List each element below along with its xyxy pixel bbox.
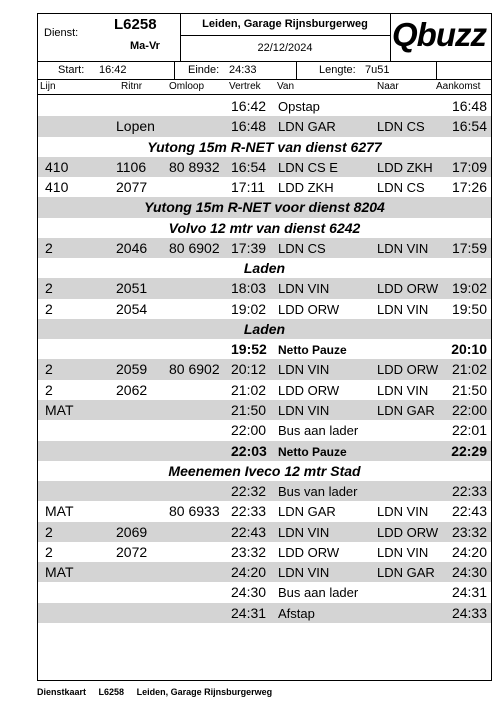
cell-omloop: 80 6933 [169, 503, 220, 520]
cell-vertrek: 18:03 [231, 280, 267, 297]
logo-cell [390, 14, 491, 61]
cell-vertrek: 22:43 [231, 523, 267, 540]
cell-omloop: 80 8932 [169, 158, 220, 175]
cell-ritnr: 2059 [116, 361, 148, 378]
cell-van: LDN VIN [278, 524, 330, 540]
duty-card [37, 13, 492, 681]
section-title-row [38, 258, 491, 278]
cell-van: LDN VIN [278, 281, 330, 297]
start-label: Start: [58, 64, 85, 76]
cell-aankomst: 21:50 [451, 381, 487, 398]
dienst-number: L6258 [114, 16, 157, 33]
trip-row [38, 157, 491, 177]
pause-row [38, 339, 491, 359]
cell-van: LDN VIN [278, 565, 330, 581]
section-title: Laden [243, 320, 286, 337]
cell-vertrek: 17:39 [231, 239, 267, 256]
section-title: Yutong 15m R-NET van dienst 6277 [147, 138, 382, 155]
cell-vertrek: 19:02 [231, 300, 267, 317]
cell-ritnr: 1106 [116, 158, 147, 175]
trip-row [38, 400, 491, 420]
cell-van: LDN CS E [278, 159, 338, 175]
cell-aankomst: 20:10 [451, 341, 487, 358]
trip-row [38, 299, 491, 319]
col-van: Van [277, 81, 295, 92]
start-time: 16:42 [99, 64, 127, 76]
cell-lijn: 2 [45, 381, 53, 398]
cell-naar: LDD ORW [377, 281, 439, 297]
cell-aankomst: 24:31 [451, 584, 487, 601]
col-lijn: Lijn [40, 81, 56, 92]
cell-vertrek: 22:32 [231, 483, 267, 500]
cell-van: LDN VIN [278, 402, 330, 418]
cell-vertrek: 16:54 [231, 158, 267, 175]
dienst-days: Ma-Vr [130, 40, 160, 52]
cell-lijn: 2 [45, 361, 53, 378]
cell-naar: LDN CS [377, 180, 425, 196]
cell-lijn: MAT [45, 401, 74, 418]
cell-lijn: 2 [45, 523, 53, 540]
cell-vertrek: 22:33 [231, 503, 267, 520]
cell-aankomst: 24:33 [451, 604, 487, 621]
cell-van: LDN CS [278, 240, 326, 256]
cell-aankomst: 22:01 [451, 422, 487, 439]
cell-van: LDN GAR [278, 119, 336, 135]
garage-name: Leiden, Garage Rijnsburgerweg [180, 18, 390, 36]
cell-naar: LDD ORW [377, 362, 439, 378]
cell-naar: LDN GAR [377, 402, 435, 418]
cell-aankomst: 23:32 [451, 523, 487, 540]
cell-vertrek: 16:48 [231, 118, 267, 135]
cell-van: LDD ORW [278, 544, 340, 560]
trip-row [38, 420, 491, 440]
cell-van: LDD ORW [278, 382, 340, 398]
trip-row [38, 522, 491, 542]
cell-vertrek: 24:20 [231, 564, 267, 581]
cell-naar: LDD ZKH [377, 159, 433, 175]
cell-vertrek: 17:11 [231, 179, 265, 196]
footer-garage: Leiden, Garage Rijnsburgerweg [136, 687, 273, 697]
cell-naar: LDN VIN [377, 382, 429, 398]
cell-aankomst: 21:02 [451, 361, 487, 378]
cell-lijn: 410 [45, 179, 69, 196]
dienst-label: Dienst: [44, 27, 79, 39]
cell-vertrek: 22:00 [231, 422, 267, 439]
cell-aankomst: 19:50 [451, 300, 487, 317]
section-title: Meenemen Iveco 12 mtr Stad [168, 462, 361, 479]
cell-van: Bus van lader [278, 484, 358, 500]
trip-row [38, 562, 491, 582]
section-title-row [38, 197, 491, 217]
trip-row [38, 177, 491, 197]
cell-aankomst: 22:00 [451, 401, 487, 418]
time-divider [174, 61, 175, 79]
cell-van: LDN GAR [278, 504, 336, 520]
trip-row [38, 603, 491, 623]
trip-row [38, 501, 491, 521]
einde-time: 24:33 [229, 64, 257, 76]
cell-aankomst: 16:48 [451, 98, 487, 114]
cell-aankomst: 24:30 [451, 564, 487, 581]
cell-ritnr: Lopen [116, 118, 155, 135]
cell-aankomst: 22:29 [451, 442, 487, 459]
schedule-rows [38, 96, 491, 623]
col-naar: Naar [377, 81, 399, 92]
trip-row [38, 542, 491, 562]
cell-vertrek: 21:02 [231, 381, 267, 398]
garage-cell [180, 14, 391, 61]
section-title-row [38, 218, 491, 238]
cell-van: Netto Pauze [278, 444, 347, 459]
cell-lijn: 2 [45, 543, 53, 560]
trip-row [38, 96, 491, 116]
footer-label: Dienstkaart [37, 687, 87, 697]
trip-row [38, 481, 491, 501]
cell-naar: LDN GAR [377, 565, 435, 581]
time-row [38, 61, 491, 80]
col-vertrek: Vertrek [229, 81, 261, 92]
trip-row [38, 359, 491, 379]
cell-ritnr: 2046 [116, 239, 148, 256]
cell-aankomst: 17:59 [451, 239, 487, 256]
cell-van: LDN VIN [278, 362, 330, 378]
cell-van: Afstap [278, 605, 315, 621]
cell-lijn: MAT [45, 564, 74, 581]
cell-ritnr: 2069 [116, 523, 148, 540]
cell-vertrek: 23:32 [231, 543, 267, 560]
service-date: 22/12/2024 [257, 42, 313, 54]
cell-naar: LDN CS [377, 119, 425, 135]
cell-naar: LDN VIN [377, 504, 429, 520]
cell-naar: LDN VIN [377, 240, 429, 256]
cell-naar: LDN VIN [377, 301, 429, 317]
section-title: Yutong 15m R-NET voor dienst 8204 [144, 199, 385, 216]
trip-row [38, 582, 491, 602]
pause-row [38, 441, 491, 461]
section-title: Volvo 12 mtr van dienst 6242 [168, 219, 361, 236]
trip-row [38, 238, 491, 258]
cell-vertrek: 20:12 [231, 361, 267, 378]
section-title-row [38, 319, 491, 339]
lengte-value: 7u51 [365, 64, 390, 76]
cell-lijn: 410 [45, 158, 69, 175]
cell-van: Opstap [278, 99, 320, 114]
page-footer [37, 687, 282, 697]
time-divider [436, 61, 437, 79]
cell-van: Bus aan lader [278, 585, 359, 601]
card-header [38, 14, 491, 62]
qbuzz-logo: Qbuzz [392, 16, 486, 53]
col-omloop: Omloop [169, 81, 205, 92]
cell-aankomst: 17:09 [451, 158, 487, 175]
cell-omloop: 80 6902 [169, 239, 220, 256]
cell-aankomst: 22:43 [451, 503, 487, 520]
cell-aankomst: 22:33 [451, 483, 487, 500]
trip-row [38, 380, 491, 400]
lengte-label: Lengte: [319, 64, 356, 76]
cell-vertrek: 16:42 [231, 98, 267, 114]
footer-dienst: L6258 [98, 687, 125, 697]
cell-ritnr: 2062 [116, 381, 148, 398]
section-title: Laden [243, 260, 286, 277]
col-aankomst: Aankomst [436, 81, 481, 92]
cell-aankomst: 16:54 [451, 118, 487, 135]
cell-lijn: 2 [45, 280, 53, 297]
cell-lijn: 2 [45, 300, 53, 317]
cell-vertrek: 24:31 [231, 604, 267, 621]
cell-naar: LDD ORW [377, 524, 439, 540]
cell-van: LDD ORW [278, 301, 340, 317]
time-divider [296, 61, 297, 79]
col-ritnr: Ritnr [121, 81, 143, 92]
cell-ritnr: 2051 [116, 280, 148, 297]
cell-ritnr: 2054 [116, 300, 148, 317]
cell-aankomst: 24:20 [451, 543, 487, 560]
einde-label: Einde: [188, 64, 220, 76]
cell-lijn: MAT [45, 503, 74, 520]
cell-aankomst: 17:26 [451, 179, 487, 196]
section-title-row [38, 461, 491, 481]
section-title-row [38, 137, 491, 157]
cell-lijn: 2 [45, 239, 53, 256]
cell-vertrek: 21:50 [231, 401, 267, 418]
cell-van: Netto Pauze [278, 343, 347, 358]
cell-vertrek: 22:03 [231, 442, 267, 459]
cell-aankomst: 19:02 [451, 280, 487, 297]
cell-ritnr: 2077 [116, 179, 148, 196]
cell-vertrek: 24:30 [231, 584, 267, 601]
cell-naar: LDN VIN [377, 544, 429, 560]
cell-vertrek: 19:52 [231, 341, 267, 358]
cell-omloop: 80 6902 [169, 361, 220, 378]
trip-row [38, 278, 491, 298]
dienst-cell [38, 14, 181, 61]
trip-row [38, 116, 491, 136]
cell-van: Bus aan lader [278, 423, 359, 439]
cell-van: LDD ZKH [278, 180, 334, 196]
column-header [38, 80, 491, 95]
cell-ritnr: 2072 [116, 543, 148, 560]
